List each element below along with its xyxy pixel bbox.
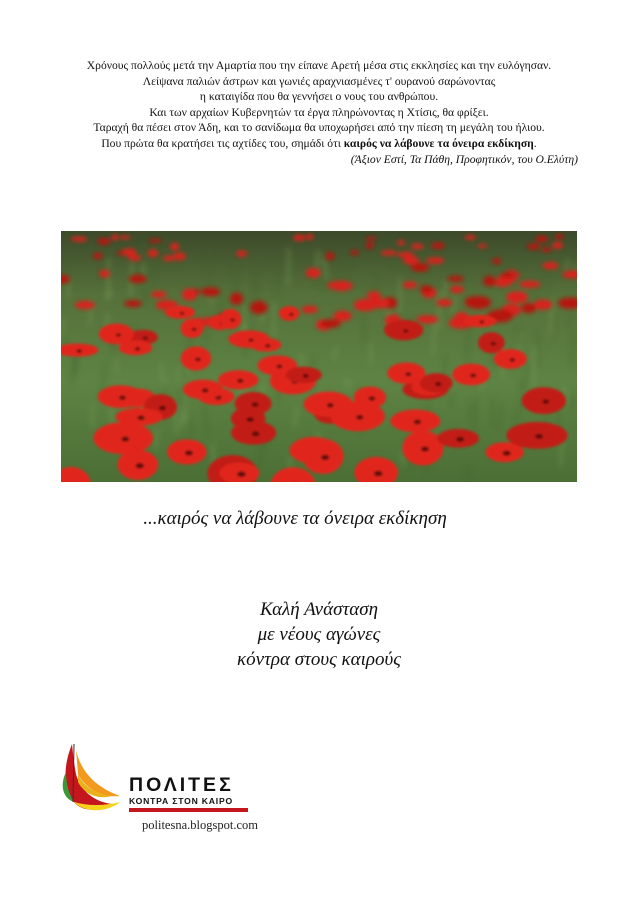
brand-block [129, 775, 248, 812]
brand-name: ΠΟΛΙΤΕΣ [129, 774, 234, 796]
poem-line-text: Που πρώτα θα κρατήσει τις αχτίδες του, σημάδι ότι [101, 136, 344, 150]
poem-excerpt [40, 58, 598, 167]
brand-tagline: ΚΟΝΤΡΑ ΣΤΟΝ ΚΑΙΡΟ [129, 796, 233, 806]
motto-text: ...καιρός να λάβουνε τα όνειρα εκδίκηση [143, 508, 447, 529]
poppy-field-image [61, 231, 577, 482]
poem-line [40, 136, 598, 152]
greeting-line: Καλή Ανάσταση [259, 599, 379, 620]
poem-line: Λείψανα παλιών άστρων και γωνιές αραχνιασμένες τ' ουρανού σαρώνοντας [142, 74, 496, 88]
poem-line: Ταραχή θα πέσει στον Άδη, και το σανίδωμα θα υποχωρήσει από την πίεση τη μεγάλη του ήλιου. [93, 121, 545, 135]
greeting-line: με νέους αγώνες [257, 624, 381, 645]
motto-line [0, 508, 638, 530]
poem-line-emphasis: καιρός να λάβουνε τα όνειρα εκδίκηση [343, 136, 534, 150]
poem-line: Και των αρχαίων Κυβερνητών τα έργα πληρώνοντας η Χτίσις, θα φρίξει. [149, 105, 489, 119]
poem-attribution: (Άξιον Εστί, Τα Πάθη, Προφητικόν, του Ο.Ελύτη) [350, 152, 578, 166]
poem-line: Χρόνους πολλούς μετά την Αμαρτία που την είπανε Αρετή μέσα στις εκκλησίες και την ευλόγησαν. [86, 59, 552, 72]
poem-line: η καταιγίδα που θα γεννήσει ο νους του ανθρώπου. [199, 90, 439, 104]
greeting-line: κόντρα στους καιρούς [237, 649, 401, 670]
sail-logo-icon [60, 738, 130, 818]
brand-underline [129, 808, 248, 812]
blog-url-link[interactable]: politesna.blogspot.com [142, 818, 258, 832]
poem-line-end: . [533, 136, 537, 150]
easter-greeting [0, 597, 638, 672]
